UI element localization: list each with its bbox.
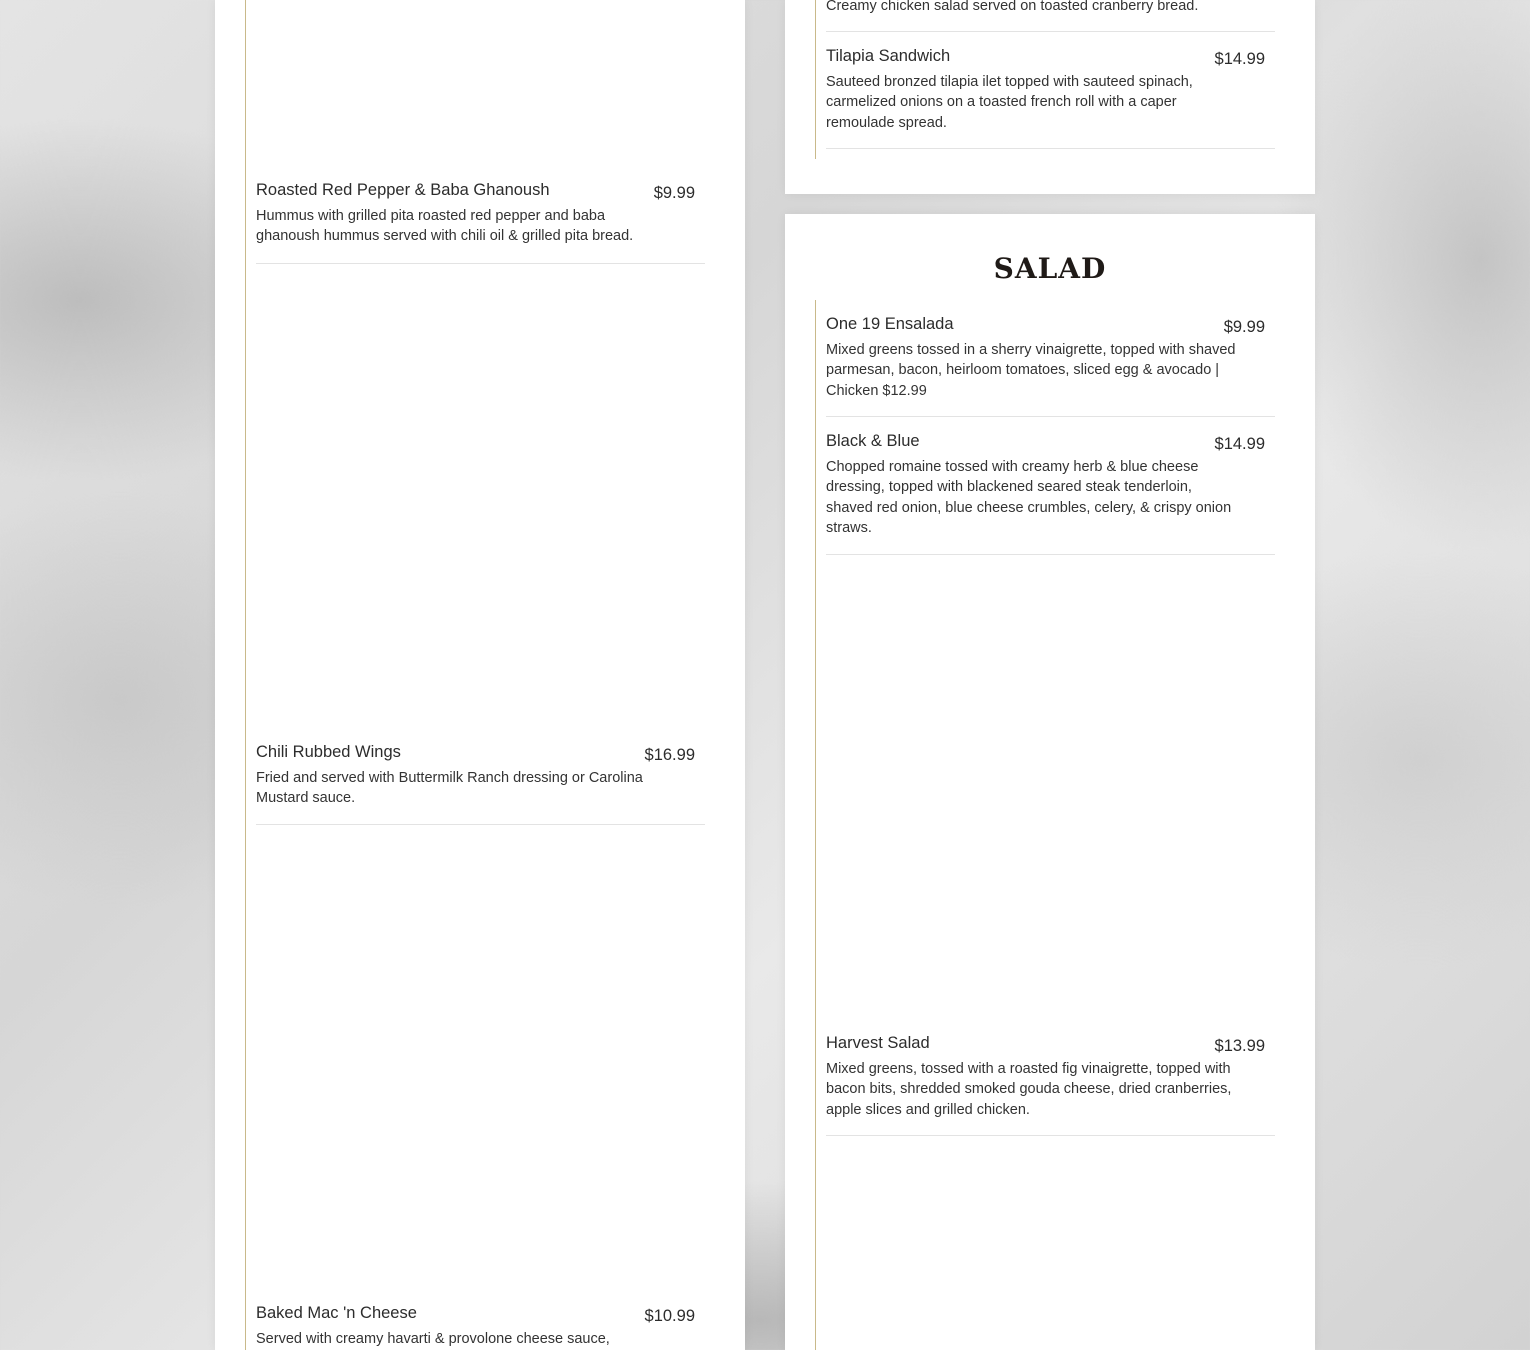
item-description: Chopped romaine tossed with creamy herb & blue cheese dressing, topped with blackened seared steak tenderloin, shaved red onion, blue cheese crumbles, celery, & crispy onion straws.: [826, 459, 1232, 536]
item-price: $9.99: [653, 184, 695, 202]
item-name: Baked Mac 'n Cheese: [256, 1304, 417, 1322]
menu-item-tilapia-sandwich: [826, 47, 1275, 149]
item-name: Roasted Red Pepper & Baba Ghanoush: [256, 181, 550, 199]
menu-item-harvest-salad: [826, 1034, 1275, 1136]
item-price: $9.99: [1223, 318, 1265, 336]
menu-item-chicken-salad-sandwich: [826, 0, 1275, 32]
item-description: Sauteed bronzed tilapia ilet topped with sauteed spinach, carmelized onions on a toasted french roll with a caper remoulade spread.: [826, 74, 1193, 131]
menu-item-black-and-blue: [826, 432, 1275, 555]
salad-panel: [785, 214, 1315, 1350]
item-price: $16.99: [644, 746, 695, 764]
item-price: $14.99: [1214, 435, 1265, 453]
item-name: Black & Blue: [826, 432, 920, 450]
sandwiches-panel: [785, 0, 1315, 194]
section-divider-line: [245, 0, 246, 1350]
item-description: Served with creamy havarti & provolone cheese sauce,: [256, 1331, 610, 1347]
section-divider-line: [815, 0, 816, 159]
item-description: Hummus with grilled pita roasted red pepper and baba ghanoush hummus served with chili oil & grilled pita bread.: [256, 208, 634, 245]
menu-item-chili-rubbed-wings: [256, 743, 705, 825]
item-description: Creamy chicken salad served on toasted cranberry bread.: [826, 0, 1199, 14]
menu-item-baked-mac-n-cheese: [256, 1304, 705, 1350]
item-description: Fried and served with Buttermilk Ranch dressing or Carolina Mustard sauce.: [256, 770, 643, 807]
menu-item-roasted-red-pepper: [256, 181, 705, 264]
section-title-salad: SALAD: [993, 252, 1107, 285]
item-price: $14.99: [1214, 50, 1265, 68]
item-name: Tilapia Sandwich: [826, 47, 951, 65]
item-description: Mixed greens tossed in a sherry vinaigrette, topped with shaved parmesan, bacon, heirloom tomatoes, sliced egg & avocado | Chicken $12.99: [826, 342, 1236, 399]
item-price: $10.99: [644, 1307, 695, 1325]
appetizers-panel: [215, 0, 745, 1350]
menu-item-one-19-ensalada: [826, 315, 1275, 417]
section-divider-line: [815, 300, 816, 1350]
item-price: $13.99: [1214, 1037, 1265, 1055]
item-name: One 19 Ensalada: [826, 315, 954, 333]
item-name: Chili Rubbed Wings: [256, 743, 401, 761]
item-name: Harvest Salad: [826, 1034, 930, 1052]
item-description: Mixed greens, tossed with a roasted fig vinaigrette, topped with bacon bits, shredded smoked gouda cheese, dried cranberries, apple slices and grilled chicken.: [826, 1061, 1232, 1118]
